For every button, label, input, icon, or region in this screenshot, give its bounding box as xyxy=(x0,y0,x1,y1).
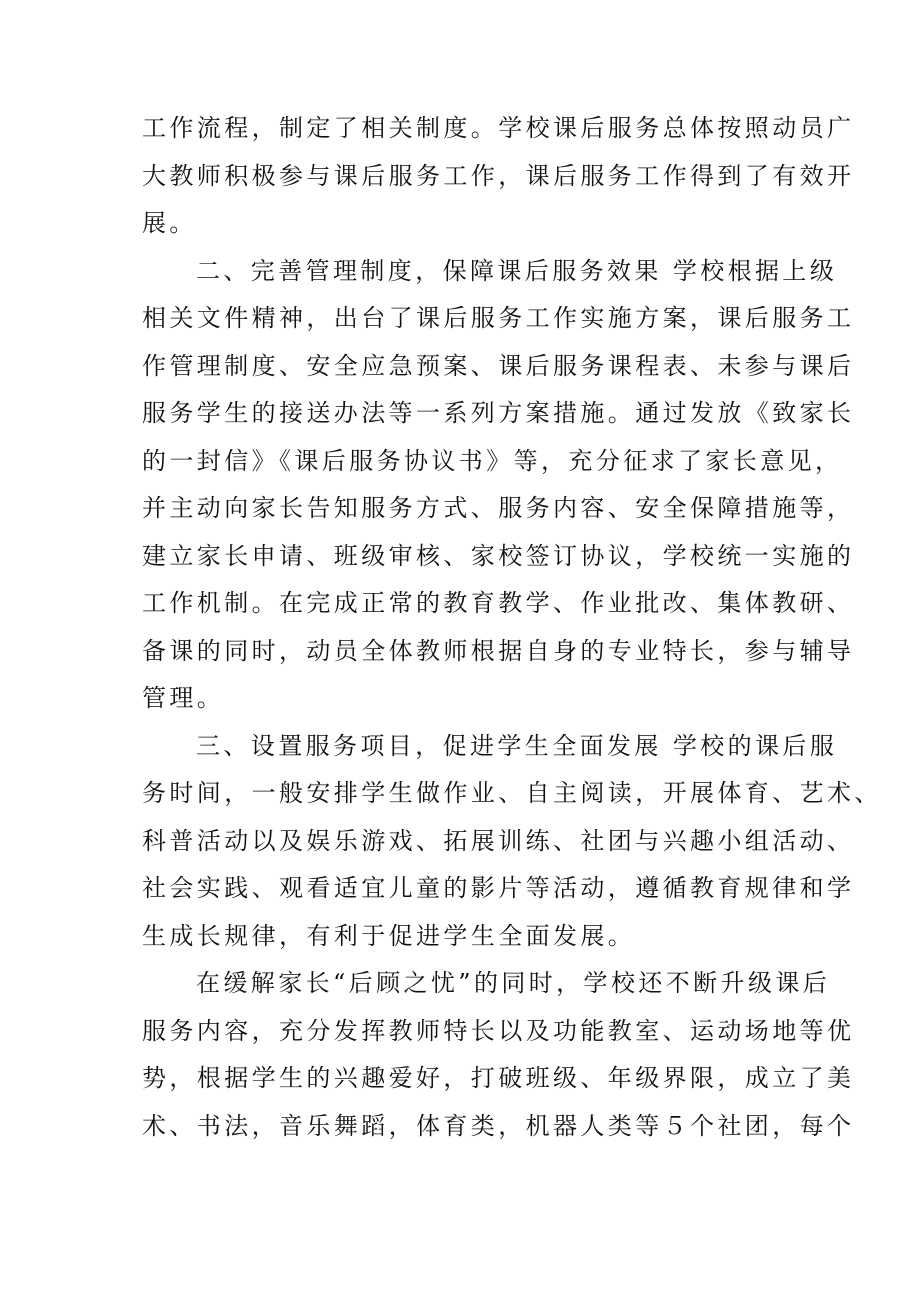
text-line: 科普活动以及娱乐游戏、拓展训练、社团与兴趣小组活动、 xyxy=(142,826,855,855)
text-line: 在缓解家长“后顾之忧”的同时，学校还不断升级课后 xyxy=(196,969,831,997)
paragraph-1 xyxy=(142,105,855,248)
text-line: 三、设置服务项目，促进学生全面发展 学校的课后服 xyxy=(196,731,838,760)
text-line: 服务学生的接送办法等一系列方案措施。通过发放《致家长 xyxy=(142,399,855,427)
text-line: 作管理制度、安全应急预案、课后服务课程表、未参与课后 xyxy=(142,351,855,380)
text-line: 工作机制。在完成正常的教育教学、作业批改、集体教研、 xyxy=(142,589,855,617)
text-line: 势，根据学生的兴趣爱好，打破班级、年级界限，成立了美 xyxy=(142,1064,855,1092)
text-line: 相关文件精神，出台了课后服务工作实施方案，课后服务工 xyxy=(142,304,855,332)
text-line: 社会实践、观看适宜儿童的影片等活动，遵循教育规律和学 xyxy=(142,874,855,902)
text-line: 建立家长申请、班级审核、家校签订协议，学校统一实施的 xyxy=(142,541,855,570)
paragraph-2 xyxy=(142,248,855,723)
text-line: 展。 xyxy=(142,209,197,237)
text-line: 的一封信》《课后服务协议书》等，充分征求了家长意见， xyxy=(142,446,843,475)
text-line: 大教师积极参与课后服务工作，课后服务工作得到了有效开 xyxy=(142,161,855,190)
text-line: 管理。 xyxy=(142,684,225,712)
text-line: 工作流程，制定了相关制度。学校课后服务总体按照动员广 xyxy=(142,114,855,142)
text-line: 术、书法，音乐舞蹈，体育类，机器人类等５个社团，每个 xyxy=(142,1111,855,1140)
paragraph-4 xyxy=(142,960,855,1150)
text-line: 备课的同时，动员全体教师根据自身的专业特长，参与辅导 xyxy=(142,636,855,665)
document-body xyxy=(142,105,882,1150)
text-line: 并主动向家长告知服务方式、服务内容、安全保障措施等， xyxy=(142,494,855,522)
text-line: 务时间，一般安排学生做作业、自主阅读，开展体育、艺术、 xyxy=(142,779,882,807)
text-line: 生成长规律，有利于促进学生全面发展。 xyxy=(142,921,636,950)
text-line: 二、完善管理制度，保障课后服务效果 学校根据上级 xyxy=(196,256,838,285)
text-line: 服务内容，充分发挥教师特长以及功能教室、运动场地等优 xyxy=(142,1016,855,1045)
paragraph-3 xyxy=(142,723,882,961)
